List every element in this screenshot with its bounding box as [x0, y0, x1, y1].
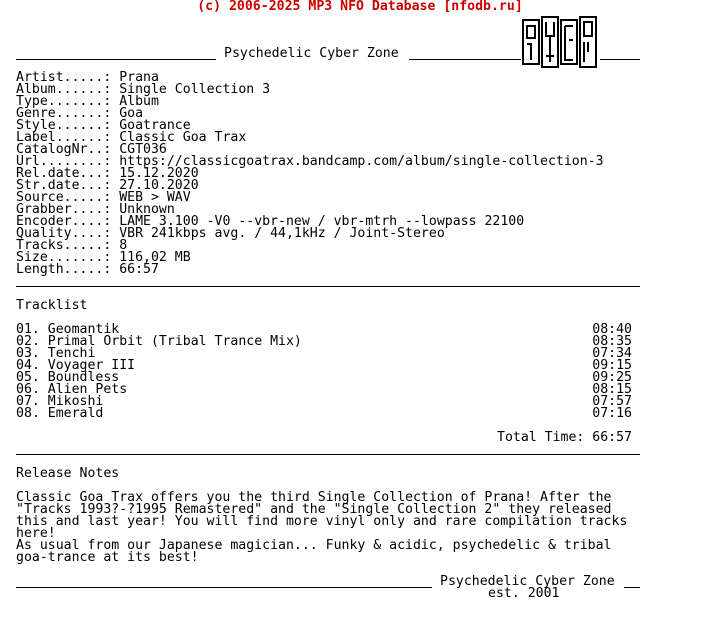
notes-line: here! [16, 526, 56, 541]
site-copyright: (c) 2006-2025 MP3 NFO Database [nfodb.ru] [197, 0, 523, 14]
divider [16, 454, 640, 455]
tracklist-section [16, 300, 640, 444]
notes-title: Release Notes [16, 466, 120, 481]
notes-line: "Tracks 1993?-?1995 Remastered" and the "Single Collection 2" they released [16, 502, 612, 517]
track-row: 08. Emerald 07:16 [16, 406, 632, 421]
info-row-url: Url........: https://classicgoatrax.bandcamp.com/album/single-collection-3 [16, 154, 604, 169]
info-row-type: Type.......: Album [16, 94, 159, 109]
notes-line: this and last year! You will find more vinyl only and rare compilation tracks [16, 514, 628, 529]
info-row-encoder: Encoder....: LAME 3.100 -V0 --vbr-new / vbr-mtrh --lowpass 22100 [16, 214, 525, 229]
info-row-catalognr: CatalogNr..: CGT036 [16, 142, 167, 157]
footer-line-left [16, 587, 432, 588]
track-row: 03. Tenchi 07:34 [16, 346, 632, 361]
info-row-str-date: Str.date...: 27.10.2020 [16, 178, 199, 193]
notes-line: As usual from our Japanese magician... Funky & acidic, psychedelic & tribal [16, 538, 612, 553]
notes-line: goa-trance at its best! [16, 550, 199, 565]
banner-line-right [600, 59, 640, 60]
info-row-genre: Genre......: Goa [16, 106, 144, 121]
tracklist-title: Tracklist [16, 298, 88, 313]
group-name-bottom: Psychedelic Cyber Zone [440, 574, 615, 589]
info-row-rel-date: Rel.date...: 15.12.2020 [16, 166, 199, 181]
release-notes [16, 468, 640, 564]
track-row: 06. Alien Pets 08:15 [16, 382, 632, 397]
info-row-size: Size.......: 116,02 MB [16, 250, 191, 265]
track-row: 01. Geomantik 08:40 [16, 322, 632, 337]
total-time: Total Time: 66:57 [497, 430, 632, 445]
info-row-style: Style......: Goatrance [16, 118, 191, 133]
info-row-quality: Quality....: VBR 241kbps avg. / 44,1kHz / Joint-Stereo [16, 226, 445, 241]
info-row-grabber: Grabber....: Unknown [16, 202, 175, 217]
track-row: 05. Boundless 09:25 [16, 370, 632, 385]
info-row-album: Album......: Single Collection 3 [16, 82, 271, 97]
banner-line-left [16, 59, 216, 60]
group-logo-icon [522, 16, 598, 70]
track-row: 07. Mikoshi 07:57 [16, 394, 632, 409]
footer-line-right [624, 587, 640, 588]
notes-line: Classic Goa Trax offers you the third Single Collection of Prana! After the [16, 490, 612, 505]
info-row-source: Source.....: WEB > WAV [16, 190, 191, 205]
release-info [16, 72, 640, 276]
info-row-length: Length.....: 66:57 [16, 262, 159, 277]
info-row-label: Label......: Classic Goa Trax [16, 130, 247, 145]
group-established: est. 2001 [488, 586, 560, 601]
info-row-tracks: Tracks.....: 8 [16, 238, 128, 253]
track-row: 02. Primal Orbit (Tribal Trance Mix) 08:35 [16, 334, 632, 349]
track-row: 04. Voyager III 09:15 [16, 358, 632, 373]
group-name-top: Psychedelic Cyber Zone [224, 46, 399, 61]
banner-line-mid [409, 59, 521, 60]
info-row-artist: Artist.....: Prana [16, 70, 159, 85]
divider [16, 286, 640, 287]
